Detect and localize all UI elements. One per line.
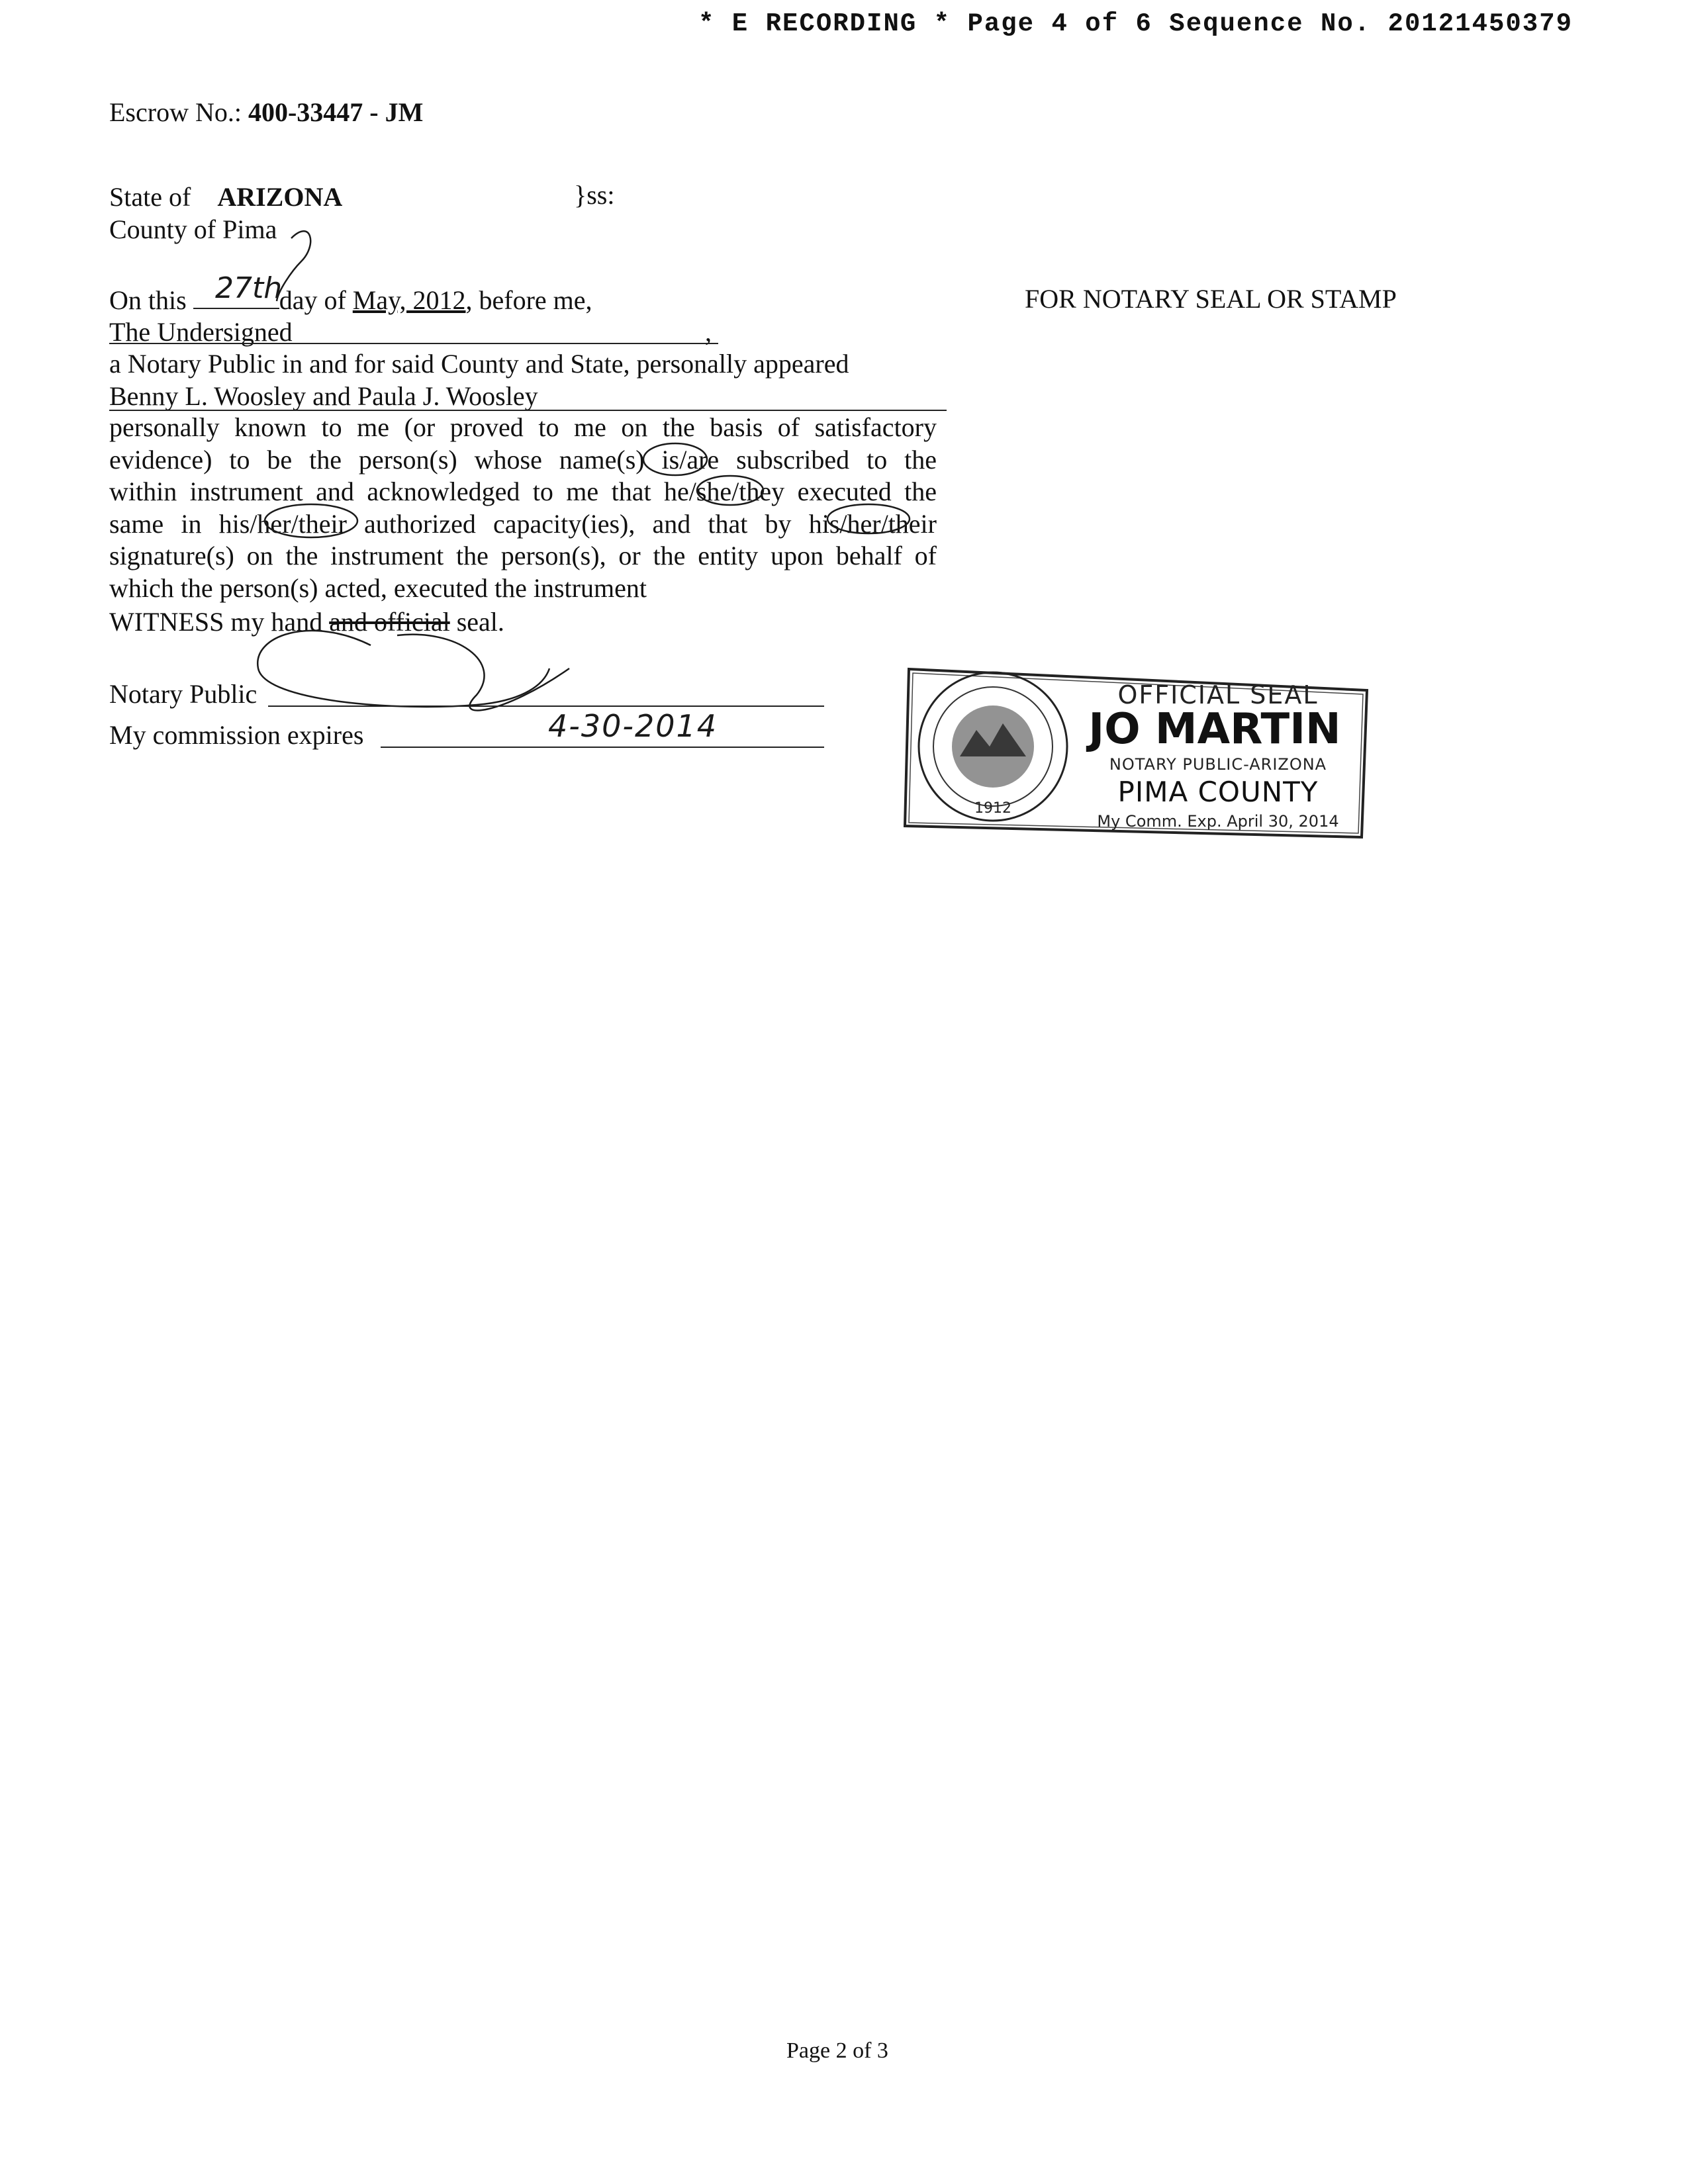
handwritten-commission-date: 4-30-2014 [548, 708, 718, 744]
officer-trailing: , [705, 317, 712, 347]
svg-text:1912: 1912 [974, 800, 1011, 817]
escrow-label: Escrow No.: [109, 97, 242, 127]
witness-suffix: seal. [456, 607, 504, 637]
day-of-label: day of [279, 285, 346, 315]
handwritten-annotations [0, 0, 993, 794]
officer-name: The Undersigned [109, 317, 293, 347]
circle-their-1 [265, 504, 357, 537]
body-line: evidence) to be the person(s) whose name(s) is/are subscribed to the [109, 444, 937, 475]
stamp-county: PIMA COUNTY [1117, 776, 1319, 808]
stamp-office: NOTARY PUBLIC-ARIZONA [1109, 755, 1327, 774]
ss-marker: }ss: [574, 180, 615, 210]
notary-clause: a Notary Public in and for said County and State, personally appeared [109, 349, 849, 379]
handwritten-day: 27th [215, 271, 283, 305]
witness-prefix: WITNESS my hand [109, 607, 323, 637]
circle-their-2 [827, 504, 910, 533]
notary-signature-rule [268, 705, 824, 707]
body-line: within instrument and acknowledged to me that he/she/they executed the [109, 477, 937, 506]
circle-are [643, 443, 707, 475]
appeared-names: Benny L. Woosley and Paula J. Woosley [109, 381, 538, 411]
seal-area-label: FOR NOTARY SEAL OR STAMP [1025, 284, 1397, 314]
county-name: Pima [222, 214, 277, 244]
state-label: State of [109, 182, 191, 212]
page-footer: Page 2 of 3 [786, 2038, 888, 2063]
escrow-number: 400-33447 - JM [248, 97, 424, 127]
recording-header: * E RECORDING * Page 4 of 6 Sequence No. 20121450379 [698, 9, 1573, 38]
body-line: personally known to me (or proved to me on the basis of satisfactory [109, 412, 937, 442]
body-line: which the person(s) acted, executed the instrument [109, 572, 647, 603]
stamp-expiration: My Comm. Exp. April 30, 2014 [1097, 812, 1339, 831]
stamp-title: OFFICIAL SEAL [1117, 680, 1319, 709]
county-label: County of [109, 214, 216, 244]
commission-rule [381, 747, 824, 748]
month-year: May, 2012 [352, 285, 466, 315]
notary-signature-stroke [397, 635, 569, 711]
notary-stamp [904, 664, 1370, 839]
state-seal-icon [919, 672, 1067, 821]
day-ordinal-scribble [277, 231, 310, 301]
body-line: signature(s) on the instrument the person(s), or the entity upon behalf of [109, 541, 937, 570]
stamp-notary-name: JO MARTIN [1088, 705, 1341, 754]
notary-signature-loop [258, 631, 549, 707]
body-line: same in his/her/their authorized capacity(ies), and that by his/her/their [109, 508, 937, 539]
circle-they [697, 476, 763, 505]
notary-public-label: Notary Public [109, 679, 258, 709]
state-name: ARIZONA [217, 182, 343, 212]
witness-struck-text: and official [329, 607, 450, 637]
on-this-label: On this [109, 285, 187, 315]
commission-label: My commission expires [109, 720, 364, 750]
before-me-label: , before me, [465, 285, 592, 315]
